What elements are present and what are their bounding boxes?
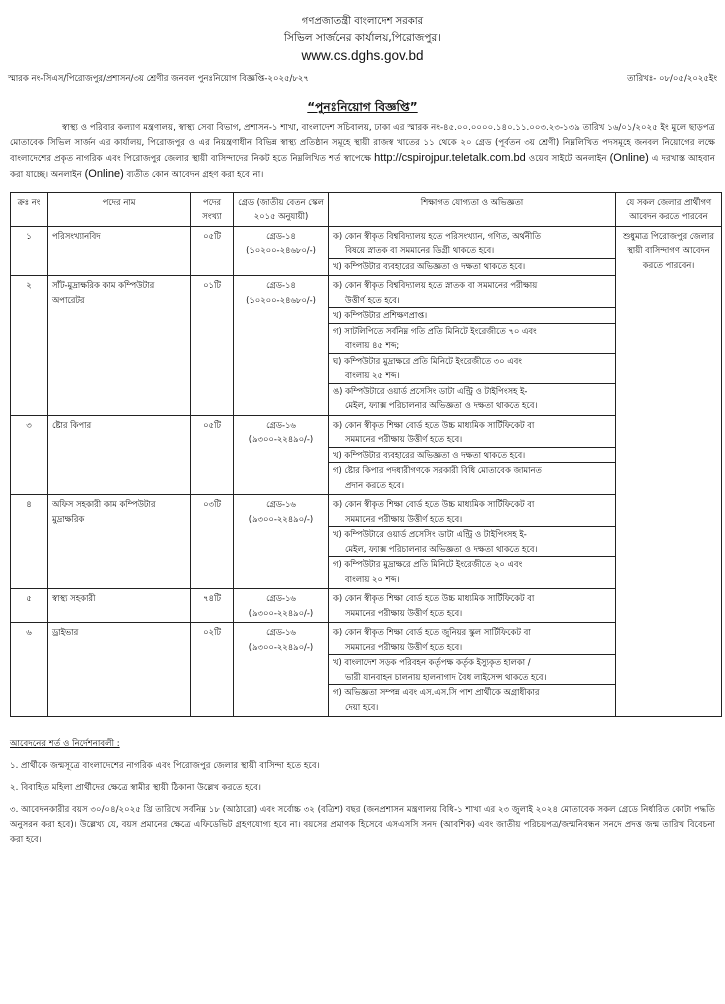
application-url: http://cspirojpur.teletalk.com.bd	[374, 151, 526, 164]
memo-number: স্মারক নং-সিএস/পিরোজপুর/প্রশাসন/৩য় শ্রেণীর জনবল পুনঃনিয়োগ বিজ্ঞপ্তি-২০২৫/৮২৭	[8, 74, 309, 84]
memo-date: তারিখঃ- ০৮/০৫/২০২৫ইং	[627, 74, 717, 84]
qualification-text: খ) কম্পিউটার ব্যবহারের অভিজ্ঞতা ও দক্ষতা থাকতে হবে।	[333, 260, 526, 271]
condition-item: ২. বিবাহিত মহিলা প্রার্থীদের ক্ষেত্রে স্বামীর স্থায়ী ঠিকানা উল্লেখ করতে হবে।	[10, 783, 261, 794]
qualification-text-continued: প্রদান করতে হবে।	[345, 479, 404, 490]
qualification-text-continued: মেইল, ফ্যাক্স পরিচালনার অভিজ্ঞতা ও দক্ষতা থাকতে হবে।	[345, 543, 538, 554]
condition-item: ৩. আবেদনকারীর বয়স ৩০/০৪/২০২৫ খ্রি তারিখে সর্বনিম্ন ১৮ (আঠারো) এবং সর্বোচ্চ ৩২ (বত্রিশ) বছর (জনপ্রশাসন মন্ত্রণালয় বিধি-১ শাখা এর ২৩ জুলাই ২০২৪ মোতাবেক সকল গ্রেডে নির্ধারিত কোটা পদ্ধতি অনুসরন করা হবে)। উল্লেখ্য যে, বয়স প্রমানের ক্ষেত্রে এফিডেভিট গ্রহণযোগ্য হবে না। বয়সের প্রমাণক হিসেবে এসএসসি সনদ (আবশিক) এবং জাতীয় পরিচয়পত্র/জন্মনিবন্ধন সনদে প্রদত্ত জন্ম তারিখ বিবেচনা করা হবে।	[10, 805, 715, 846]
qualification-item	[329, 259, 615, 274]
header-serial: ক্রঃ নং	[11, 192, 48, 226]
row-post-count: ০৫টি	[191, 226, 234, 276]
qualification-item	[329, 625, 615, 655]
row-grade-cell	[234, 276, 329, 416]
qualification-text: খ) বাংলাদেশ সড়ক পরিবহন কর্তৃপক্ষ কর্তৃক ইস্যুকৃত হালকা /	[333, 657, 531, 668]
conditions-section	[10, 737, 715, 848]
office-website: www.cs.dghs.gov.bd	[301, 48, 424, 63]
qualification-text: খ) কম্পিউটার ব্যবহারের অভিজ্ঞতা ও দক্ষতা থাকতে হবে।	[333, 449, 526, 460]
qualification-text-continued: দেয়া হবে।	[345, 701, 379, 712]
row-post-name: ষ্টোর কিপার	[48, 415, 191, 495]
qualification-text-continued: বিষয়ে স্নাতক বা সমমানের ডিগ্রী থাকতে হবে।	[345, 245, 495, 256]
qualification-item	[329, 308, 615, 324]
qualification-text: গ) ষ্টোর কিপার পদধারীগণকে সরকারী বিধি মোতাবেক জামানত	[333, 465, 542, 476]
row-grade-cell	[234, 623, 329, 717]
row-post-count: ০১টি	[191, 276, 234, 416]
condition-item: ১. প্রার্থীকে জন্মসূত্রে বাংলাদেশের নাগরিক এবং পিরোজপুর জেলার স্থায়ী বাসিন্দা হতে হবে।	[10, 761, 320, 772]
row-grade: গ্রেড-১৪	[266, 230, 296, 241]
header-post-count: পদের সংখ্যা	[191, 192, 234, 226]
conditions-title: আবেদনের শর্ত ও নির্দেশনাবলী :	[10, 739, 120, 750]
intro-part-3: এ দরখাস্ত আহবান করা যাচ্ছে। অনলাইন	[10, 153, 716, 180]
office-name: সিভিল সার্জনের কার্যালয়,পিরোজপুর।	[284, 32, 441, 44]
row-qualifications	[329, 623, 616, 717]
row-serial: ৬	[11, 623, 48, 717]
row-pay-scale: (১০২০০-২৪৬৮০/-)	[246, 245, 316, 256]
memo-line	[8, 73, 717, 86]
row-grade-cell	[234, 495, 329, 589]
qualification-text-continued: ভারী যানবাহন চালনায় হালনাগাদ বৈধ লাইসেন্স থাকতে হবে।	[345, 671, 547, 682]
qualification-text: খ) কম্পিউটার প্রশিক্ষণপ্রাপ্ত।	[333, 310, 428, 321]
table-row	[11, 623, 722, 717]
qualification-text: গ) অভিজ্ঞতা সম্পন্ন এবং এস.এস.সি পাশ প্রার্থীকে অগ্রাধীকার	[333, 687, 540, 698]
qualification-text-continued: বাংলায় ২৫ শব্দ।	[345, 370, 400, 381]
header-qualification: শিক্ষাগত যোগ্যতা ও অভিজ্ঞতা	[329, 192, 616, 226]
qualification-text: গ) কম্পিউটার মুদ্রাক্ষরে প্রতি মিনিটে ইংরেজীতে ২০ এবং	[333, 559, 523, 570]
row-qualifications	[329, 589, 616, 623]
government-name: গণপ্রজাতন্ত্রী বাংলাদেশ সরকার	[301, 16, 424, 27]
intro-part-1: স্বাস্থ্য ও পরিবার কল্যাণ মন্ত্রণালয়, স্বাস্থ্য সেবা বিভাগ, প্রশাসন-১ শাখা, বাংলাদেশ সচিবালয়, ঢাকা এর স্মারক নং-৪৫.০০.০০০০.১৪০.১১.০০৩.২৩-১৩৯ তারিখ ১৬/০১/২০২৫ ইং মুলে ছাড়পত্র মোতাবেক সিভিল সার্জন এর কার্যালয়, পিরোজপুর ও এর নিয়ন্ত্রণাধীন বিভিন্ন স্বাস্থ্য প্রতিষ্ঠান সমূহে স্থায়ী রাজস্ব খাতের ১১ থেকে ২০ গ্রেড (পূর্বতন ৩য় শ্রেণী) নিম্নলিখিত পদসমূহে জনবল নিয়োগের লক্ষে বাংলাদেশের প্রকৃত নাগরিক এবং পিরোজপুর জেলার স্থায়ী বাসিন্দাদের নিকট হতে নিম্নলিখিত শর্ত স্বাপেক্ষে	[10, 122, 715, 164]
row-pay-scale: (১০২০০-২৪৬৮০/-)	[246, 294, 316, 305]
row-serial: ১	[11, 226, 48, 276]
table-header-row	[11, 192, 722, 226]
table-row	[11, 415, 722, 495]
table-row	[11, 589, 722, 623]
row-qualifications	[329, 226, 616, 276]
qualification-text: গ) সাটলিপিতে সর্বনিম্ন গতি প্রতি মিনিটে ইংরেজীতে ৭০ এবং	[333, 325, 537, 336]
qualification-text: ক) কোন স্বীকৃত বিশ্ববিদ্যালয় হতে পরিসংখ্যান, গণিত, অর্থনীতি	[333, 230, 541, 241]
qualification-item	[329, 655, 615, 685]
qualification-item	[329, 418, 615, 448]
table-body	[11, 226, 722, 717]
row-grade: গ্রেড-১৬	[266, 419, 296, 430]
qualification-item	[329, 497, 615, 527]
qualification-item	[329, 448, 615, 464]
row-post-name: ড্রাইভার	[48, 623, 191, 717]
qualification-item	[329, 278, 615, 308]
letterhead	[0, 0, 725, 65]
qualification-item	[329, 324, 615, 354]
intro-paragraph	[10, 121, 715, 183]
table-row	[11, 495, 722, 589]
row-serial: ৪	[11, 495, 48, 589]
qualification-item	[329, 384, 615, 413]
qualification-text-continued: বাংলায় ৪৫ শব্দ;	[345, 340, 400, 351]
row-post-name: অফিস সহকারী কাম কম্পিউটার মুদ্রাক্ষরিক	[48, 495, 191, 589]
qualification-text: ঘ) কম্পিউটার মুদ্রাক্ষরে প্রতি মিনিটে ইংরেজীতে ৩০ এবং	[333, 355, 522, 366]
row-post-count: ০২টি	[191, 623, 234, 717]
row-post-name: সাঁট-মুদ্রাক্ষরিক কাম কম্পিউটার অপারেটর	[48, 276, 191, 416]
row-grade: গ্রেড-১৬	[266, 627, 296, 638]
qualification-text: ক) কোন স্বীকৃত শিক্ষা বোর্ড হতে উচ্চ মাধ্যমিক সার্টিফিকেট বা	[333, 499, 535, 510]
row-serial: ২	[11, 276, 48, 416]
posts-table	[10, 192, 722, 718]
row-grade: গ্রেড-১৪	[266, 280, 296, 291]
intro-part-2: ওয়েব সাইটে অনলাইন	[528, 153, 607, 164]
row-qualifications	[329, 415, 616, 495]
qualification-text: খ) কম্পিউটারে ওয়ার্ড প্রসেসিং ডাটা এন্ট্রি ও টাইপিংসহ ই-	[333, 529, 527, 540]
header-post-name: পদের নাম	[48, 192, 191, 226]
online-label-2: (Online)	[84, 167, 124, 180]
qualification-text: ঙ) কম্পিউটারে ওয়ার্ড প্রসেসিং ডাটা এন্ট্রি ও টাইপিংসহ ই-	[333, 385, 528, 396]
qualification-text-continued: বাংলায় ২০ শব্দ।	[345, 573, 400, 584]
qualification-text-continued: সমমানের পরীক্ষায় উত্তীর্ণ হতে হবে।	[345, 434, 463, 445]
row-pay-scale: (৯৩০০-২২৪৯০/-)	[248, 607, 314, 618]
row-grade: গ্রেড-১৬	[266, 593, 296, 604]
row-grade: গ্রেড-১৬	[266, 499, 296, 510]
qualification-item	[329, 527, 615, 557]
intro-part-4: ব্যতীত কোন আবেদন গ্রহণ করা হবে না।	[126, 169, 264, 180]
qualification-text-continued: সমমানের পরীক্ষায় উত্তীর্ণ হতে হবে।	[345, 641, 463, 652]
qualification-text: ক) কোন স্বীকৃত শিক্ষা বোর্ড হতে উচ্চ মাধ্যমিক সার্টিফিকেট বা	[333, 593, 535, 604]
table-row	[11, 226, 722, 276]
row-pay-scale: (৯৩০০-২২৪৯০/-)	[248, 641, 314, 652]
row-serial: ৫	[11, 589, 48, 623]
qualification-text-continued: উত্তীর্ণ হতে হবে।	[345, 294, 400, 305]
qualification-item	[329, 557, 615, 586]
qualification-item	[329, 685, 615, 714]
qualification-text-continued: সমমানের পরীক্ষায় উত্তীর্ণ হতে হবে।	[345, 607, 463, 618]
row-pay-scale: (৯৩০০-২২৪৯০/-)	[248, 513, 314, 524]
row-post-count: ০৩টি	[191, 495, 234, 589]
row-grade-cell	[234, 226, 329, 276]
row-grade-cell	[234, 415, 329, 495]
row-pay-scale: (৯৩০০-২২৪৯০/-)	[248, 434, 314, 445]
eligible-districts-cell: শুধুমাত্র পিরোজপুর জেলার স্থায়ী বাসিন্দাগণ আবেদন করতে পারবেন।	[616, 226, 722, 717]
notice-title: “পুনঃনিয়োগ বিজ্ঞপ্তি”	[307, 99, 418, 114]
table-row	[11, 276, 722, 416]
qualification-item	[329, 354, 615, 384]
row-post-count: ৭৪টি	[191, 589, 234, 623]
qualification-text-continued: সমমানের পরীক্ষায় উত্তীর্ণ হতে হবে।	[345, 513, 463, 524]
qualification-text: ক) কোন স্বীকৃত শিক্ষা বোর্ড হতে উচ্চ মাধ্যমিক সার্টিফিকেট বা	[333, 419, 535, 430]
qualification-text: ক) কোন স্বীকৃত বিশ্ববিদ্যালয় হতে স্নাতক বা সমমানের পরীক্ষায়	[333, 280, 538, 291]
header-grade: গ্রেড (জাতীয় বেতন স্কেল ২০১৫ অনুযায়ী)	[234, 192, 329, 226]
row-grade-cell	[234, 589, 329, 623]
qualification-text: ক) কোন স্বীকৃত শিক্ষা বোর্ড হতে জুনিয়র স্কুল সার্টিফিকেট বা	[333, 627, 531, 638]
row-qualifications	[329, 495, 616, 589]
row-qualifications	[329, 276, 616, 416]
header-eligible-districts: যে সকল জেলার প্রার্থীগণ আবেদন করতে পারবেন	[616, 192, 722, 226]
row-post-name: স্বাস্থ্য সহকারী	[48, 589, 191, 623]
qualification-item	[329, 591, 615, 620]
row-serial: ৩	[11, 415, 48, 495]
qualification-text-continued: মেইল, ফ্যাক্স পরিচালনার অভিজ্ঞতা ও দক্ষতা থাকতে হবে।	[345, 400, 538, 411]
qualification-item	[329, 229, 615, 259]
row-post-count: ০৫টি	[191, 415, 234, 495]
online-label-1: (Online)	[609, 151, 649, 164]
qualification-item	[329, 463, 615, 492]
row-post-name: পরিসংখ্যানবিদ	[48, 226, 191, 276]
